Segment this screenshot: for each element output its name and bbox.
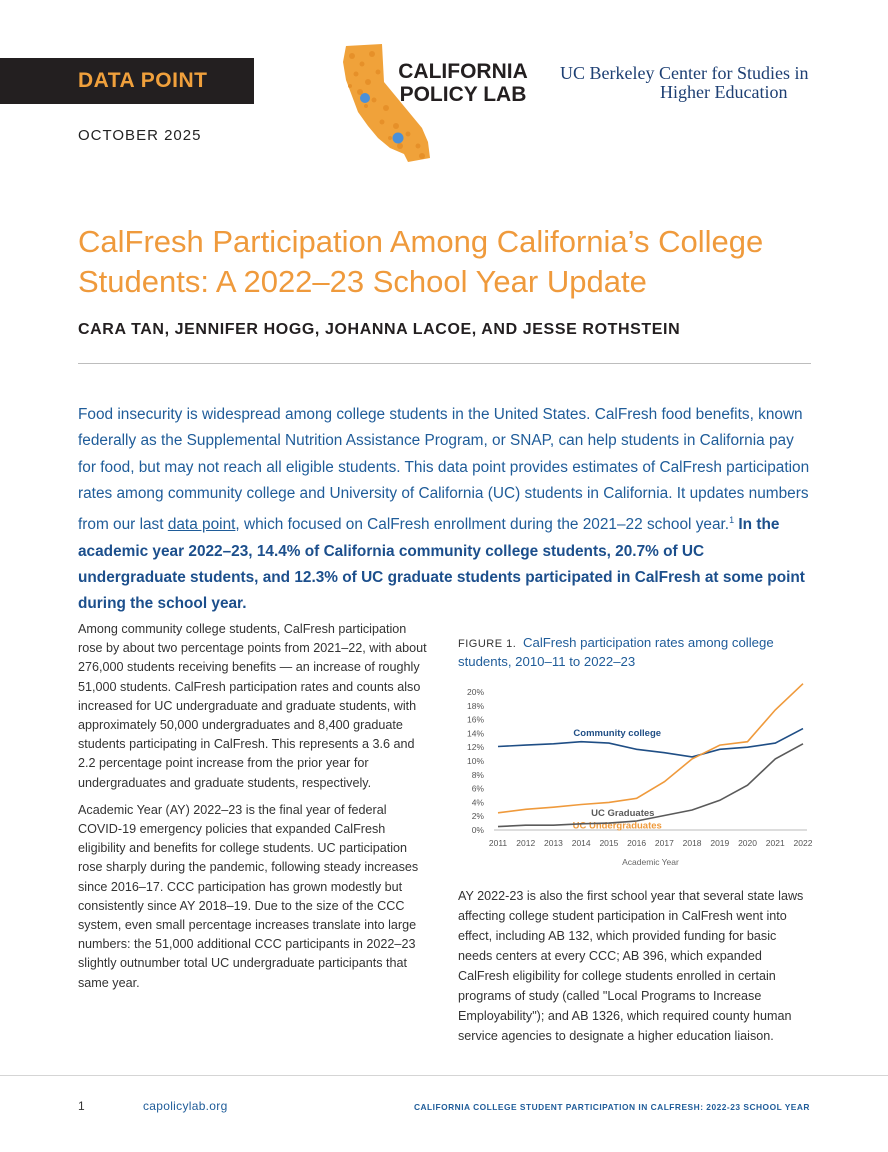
- x-tick-label: 2019: [710, 838, 730, 848]
- site-link[interactable]: capolicylab.org: [143, 1099, 228, 1113]
- y-tick-label: 10%: [466, 756, 484, 766]
- ucb-logo-line1: UC Berkeley Center for Studies in: [560, 63, 809, 83]
- y-tick-label: 18%: [466, 700, 484, 711]
- title-divider: [78, 363, 811, 364]
- authors-line: CARA TAN, JENNIFER HOGG, JOHANNA LACOE, AND JESSE ROTHSTEIN: [78, 321, 681, 338]
- y-tick-label: 4%: [471, 797, 484, 808]
- x-tick-label: 2012: [516, 838, 536, 848]
- uc-berkeley-cshe-logo: [560, 64, 810, 102]
- y-tick-label: 2%: [471, 811, 484, 822]
- series-label: UC Undergraduates: [572, 820, 662, 832]
- y-tick-label: 20%: [466, 687, 484, 697]
- figure-label: FIGURE 1.: [458, 638, 517, 650]
- y-tick-label: 0%: [471, 825, 484, 835]
- body-right-paragraph: AY 2022-23 is also the first school year that several state laws affecting college student participation in CalFresh went into effect, including AB 132, which provided funding for basic needs centers at every CCC; AB 396, which expanded CalFresh eligibility for college students enrolled in certain programs of study (called "Local Programs to Increase Employability"); and AB 1326, which required county human service agencies to designate a higher education liaison.: [458, 889, 804, 1043]
- y-tick-label: 8%: [471, 769, 484, 780]
- x-axis-title: Academic Year: [622, 857, 679, 867]
- x-tick-label: 2011: [488, 838, 508, 848]
- banner-label: DATA POINT: [78, 69, 208, 92]
- lead-text-2: , which focused on CalFresh enrollment during the 2021–22 school year.: [235, 516, 730, 534]
- x-tick-label: 2020: [738, 838, 758, 848]
- body-left-column: [78, 620, 428, 1001]
- publication-date: OCTOBER 2025: [78, 127, 202, 144]
- y-tick-label: 6%: [471, 783, 484, 794]
- x-tick-label: 2017: [654, 838, 674, 848]
- lead-text-1: Food insecurity is widespread among college students in the United States. CalFresh food benefits, known federally as the Supplemental Nutrition Assistance Program, or SNAP, can help students in California pay for food, but may not reach all eligible students. This data point provides estimates of CalFresh participation rates among community college and University of California (UC) students in California. It updates numbers from our last: [78, 406, 810, 534]
- ucb-logo-line2: Higher Education: [660, 82, 788, 102]
- x-tick-label: 2015: [599, 838, 619, 848]
- footer-divider: [0, 1075, 888, 1076]
- series-label: Community college: [573, 728, 662, 740]
- x-tick-label: 2021: [765, 838, 785, 848]
- y-tick-label: 16%: [466, 714, 484, 725]
- x-tick-label: 2016: [627, 838, 647, 848]
- figure-caption: [458, 634, 818, 671]
- lead-paragraph: [78, 402, 813, 618]
- body-paragraph: Academic Year (AY) 2022–23 is the final year of federal COVID-19 emergency policies that expanded CalFresh eligibility and benefits for college students. UC participation rose sharply during the pandemic, following steady increases since 2016–17. CCC participation has grown modestly but consistently since AY 2018–19. Due to the size of the CCC system, even small percentage increases translate into large numbers: the 51,000 additional CCC participants in 2022–23 slightly outnumber total UC undergraduate participants that same year.: [78, 802, 419, 990]
- x-tick-label: 2014: [571, 838, 591, 848]
- participation-line-chart: [458, 682, 818, 872]
- x-tick-label: 2013: [543, 838, 563, 848]
- running-head: CALIFORNIA COLLEGE STUDENT PARTICIPATION IN CALFRESH: 2022-23 SCHOOL YEAR: [413, 1102, 810, 1112]
- lead-key-finding: In the academic year 2022–23, 14.4% of California community college students, 20.7% of UC undergraduate students, and 12.3% of UC graduate students participated in CalFresh at some point during the school year.: [78, 516, 805, 613]
- figure-caption-text: CalFresh participation rates among college students, 2010–11 to 2022–23: [458, 635, 774, 669]
- y-tick-label: 12%: [466, 742, 484, 753]
- page-number: 1: [78, 1099, 85, 1113]
- y-tick-label: 14%: [466, 728, 484, 739]
- series-label: UC Graduates: [591, 808, 655, 820]
- california-policy-lab-logo: CALIFORNIA POLICY LAB: [398, 60, 528, 106]
- data-point-banner: [0, 58, 254, 104]
- page-title: CalFresh Participation Among California’s College Students: A 2022–23 School Year Update: [78, 224, 764, 299]
- x-tick-label: 2022: [793, 838, 813, 848]
- x-tick-label: 2018: [682, 838, 702, 848]
- series-line-uc-undergraduates: [498, 684, 803, 813]
- data-point-link[interactable]: data point: [167, 516, 236, 534]
- body-paragraph: Among community college students, CalFresh participation rose by about two percentage points from 2021–22, with about 276,000 students receiving benefits — an increase of roughly 51,000 students. CalFresh participation rates and counts also increased for UC undergraduate and graduate students, with approximately 50,000 undergraduates and 8,400 graduate students participating in CalFresh. This represents a 3.6 and 2.2 percentage point increase from the prior year for undergraduates and graduate students, respectively.: [78, 622, 427, 790]
- footnote-marker[interactable]: 1: [729, 515, 735, 526]
